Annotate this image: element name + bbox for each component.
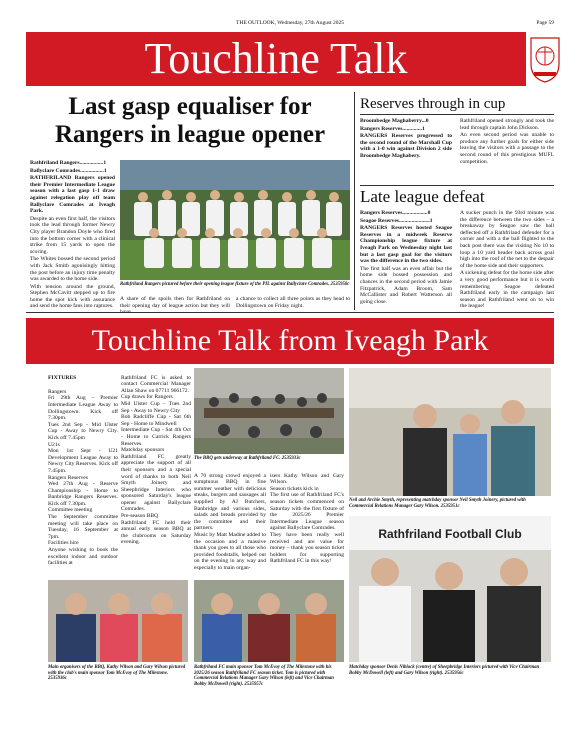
- defeat-column-2: [460, 210, 554, 311]
- fixtures-list: Rangers Fri 29th Aug – Premier Intermediate League Away to Dollingstown. Kick off 7.30pm. Tues 2nd Sep - Mid Ulster Cup - Away to Newry City. Kick off 7.45pm U21s Mon 1st Sept - U21 Development League Away to Newry City Reserves. Kick off 7.45pm. Rangers Reserves Wed 27th Aug - Reserve Championship - Home to Banbridge Rangers Reserves. Kick off 7.30pm. Committee meeting The September committee meeting will take place on Tuesday, 16 September at 7pm. Facilities hire Anyone wishing to book the excellent indoor and outdoor facilities at: [48, 388, 118, 567]
- sponsor-photo-neil-image: [349, 368, 551, 496]
- reserves-intro: RANGERS Reserves progressed to the second round of the Marshall Cup with a 1-0 win against Division 2 side Broombedge Maghabery.: [360, 133, 452, 159]
- reserves-headline: Reserves through in cup: [360, 96, 506, 112]
- score-away: Seagoe Reserves......................1: [360, 217, 433, 224]
- sponsor-photo-neil: [349, 368, 551, 496]
- defeat-paragraph: A sickening defeat for the home side after a very good performance but it is worth remembering Seagoe defeated Rathfriland early in the campaign last season and Rathfriland went on to win the league!: [460, 270, 554, 310]
- bbq-caption: The BBQ gets underway at Rathfriland FC. 2535933c: [194, 456, 301, 461]
- section-rule: [360, 185, 554, 186]
- neil-caption: Neil and Archie Smyth, representing matchday sponsor Neil Smyth Joinery, pictured with Commercial Relations Manager Gary Wilson. 2535951c: [349, 498, 526, 509]
- matchday-sponsor-caption: Matchday sponsor Denis Niblock (centre) of Sheepbridge Interiors pictured with Vice Chairman Bobby McDowell (left) and Gary Wilson (right). 2535956c: [349, 665, 540, 676]
- bbq-column-1: [194, 466, 266, 579]
- defeat-paragraph: The first half was an even affair but the home side bossed possession and chances in the second period with Jamie Fitzpatrick, Adam Broom, Sam McCallister and Robert Watterson all going close.: [360, 265, 452, 305]
- defeat-intro: RANGERS Reserves hosted Seagoe Reserves in a midweek Reserve Championship league fixture at Iveagh Park on Wednesday night last but a last gasp goal for the visitors was the difference in the two sides.: [360, 225, 452, 265]
- score-away: Rangers Reserves..............1: [360, 125, 425, 132]
- score-home: Broombedge Maghaberry...0: [360, 118, 429, 124]
- lead-column-1: [30, 160, 115, 310]
- headline-rule: [360, 114, 554, 115]
- masthead-title: Touchline Talk: [26, 32, 526, 86]
- score-home: Rangers Reserves..................0: [360, 210, 431, 216]
- team-photo-image: [120, 160, 350, 280]
- reserves-paragraph: An even second period was unable to produce any further goals for either side leaving the visitors with a passage to the second round of this prestigious MUFL competition.: [460, 132, 554, 165]
- defeat-headline: Late league defeat: [360, 187, 485, 206]
- fixtures-title: FIXTURES: [48, 374, 77, 381]
- lead-paragraph: Despite an even first half, the visitors took the lead through former Newry City player Brandon Doyle who fired into the bottom corner with a clinical strike from 15 yards to open the scoring.: [30, 215, 115, 255]
- lead-paragraph: a chance to collect all three points as they head to Dollingstown on Friday night.: [236, 296, 350, 309]
- club-crest-icon: [528, 34, 562, 84]
- iveagh-banner: Touchline Talk from Iveagh Park: [26, 318, 554, 364]
- defeat-paragraph: A sucker punch in the 93rd minute was the difference between the two sides – a breakaway by Seagoe saw the ball deflected off a Rathfriland defender for a corner and with a the ball flighted to the back post there was the visiting No 10 to loop a 10 yard header back across goal high into the roof of the net to the despair of the home side and their supporters.: [460, 210, 554, 269]
- folio-date: THE OUTLOOK, Wednesday, 27th August 2025: [235, 20, 345, 26]
- bbq-text: isers Kathy Wilson and Gary Wilson. Season tickets kick in The first use of Rathfriland FC's season tickets commenced on Saturday with the first fixture of the 2025/26 Premier Intermediate League season against Ballyclare Comrades. They have been really well received and are value for money – thank you season ticket holders for supporting Rathfriland FC in this way!: [270, 472, 344, 565]
- lead-intro: RATHFRILAND Rangers opened their Premier Intermediate League season with a last gasp 1-1 draw against relegation play off team Ballyclare Comrades at Iveagh Park.: [30, 175, 115, 215]
- column-divider: [354, 92, 355, 310]
- bbq-text: A 70 strong crowd enjoyed a sumptuous BBQ in fine summer weather with delicious steaks, burgers and sausages all supplied by AJ Butchers, Banbridge and various sides, salads and breads provided by the committee and their partners. Music by Matt Madine added to the occasion and a massive thank you goes to all those who provided foodstalls, helped out on the evening in any way and especially to main organ-: [194, 472, 266, 571]
- main-sponsor-caption: Rathfriland FC main sponsor Tom McEvoy of The Milestone with his 2025/26 season Rathfriland FC season ticket. Tom is pictured with Commercial Relations Manager Gary Wilson (left) and Vice Chairman Bobby McDowell (right). 2535957c: [194, 665, 334, 687]
- club-sign-text: Rathfriland Football Club: [378, 527, 522, 541]
- lead-column-2: [120, 296, 230, 317]
- folio-page-number: Page 59: [536, 20, 554, 26]
- defeat-column-1: [360, 210, 452, 306]
- notes-text: Rathfriland FC is asked to contact Commercial Manager Allan Shaw on 07711 966172. Cup draws for Rangers Mid Ulster Cup – Tues 2nd Sep - Away to Newry City Bob Radcliffe Cup - Sat 6th Sep - Home to Mindwell Intermediate Cup - Sat 4th Oct - Home to Carrick Rangers Reserves. Matchday sponsors Rathfriland FC greatly appreciate the support of all their sponsors and a special word of thanks to both Neil Smyth Joinery and Sheepbridge Interiors who sponsored Saturday's league opener against Ballyclare Comrades. Pre-season BBQ Rathfriland FC held their annual early season BBQ at the clubrooms on Saturday evening.: [121, 374, 191, 546]
- main-sponsor-photo: [194, 580, 344, 662]
- bbq-photo: [194, 368, 344, 454]
- organisers-photo: [48, 580, 188, 662]
- team-photo-caption: Rathfriland Rangers pictured before their opening league fixture of the PIL against Ballyclare Comrades. 2535950c: [120, 282, 350, 287]
- matchday-sponsor-photo: [349, 516, 551, 662]
- main-sponsor-photo-image: [194, 580, 344, 662]
- bbq-column-2: [270, 466, 344, 573]
- lead-paragraph: A share of the spoils then for Rathfriland on their opening day of league action but they will: [120, 296, 230, 309]
- lead-paragraph: The Whites bossed the second period with Jack Smith agonisingly hitting the post before an injury time penalty was awarded to the home side.: [30, 256, 115, 283]
- reserves-paragraph: Rathfriland opened strongly and took the lead through captain John Dickson.: [460, 118, 554, 131]
- notes-column: [121, 368, 191, 554]
- lead-column-3: [236, 296, 350, 310]
- organisers-caption: Main organisers of the BBQ, Kathy Wilson and Gary Wilson pictured with the club's main sponsor Tom McEvoy of The Milestone. 2535936c: [48, 665, 186, 682]
- section-rule: [26, 312, 554, 313]
- lead-paragraph: With tension around the ground, Stephen McCavitt stepped up to fire home the spot kick with assurance and send the home fans into raptures.: [30, 283, 115, 310]
- team-photo: [120, 160, 350, 280]
- organisers-photo-image: [48, 580, 188, 662]
- page-folio: [0, 20, 580, 32]
- lead-headline: Last gasp equaliser for Rangers in league opener: [54, 93, 326, 148]
- bbq-photo-image: [194, 368, 344, 454]
- reserves-column-1: [360, 118, 452, 161]
- reserves-column-2: [460, 118, 554, 166]
- score-home: Rathfriland Rangers.................1: [30, 160, 107, 166]
- fixtures-column: [48, 368, 118, 574]
- score-away: Ballyclare Comrades.................1: [30, 167, 107, 174]
- matchday-sponsor-photo-image: [349, 516, 551, 662]
